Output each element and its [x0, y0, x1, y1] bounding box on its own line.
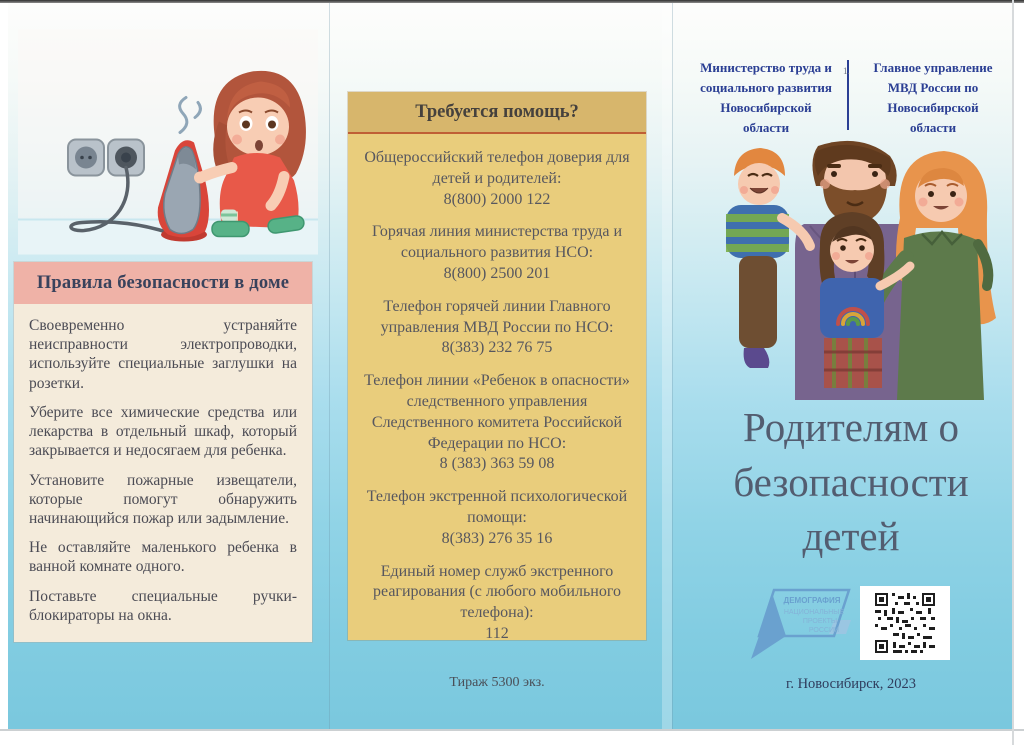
- home-safety-rules-box: [14, 262, 312, 642]
- hotline-phone: 8(383) 232 76 75: [441, 339, 553, 357]
- hotline-label: Телефон линии «Ребенок в опасности» следственного управления Следственного комитета Российской Федерации по НСО:: [364, 372, 630, 452]
- hotline-label: Телефон горячей линии Главного управления МВД России по НСО:: [380, 297, 614, 336]
- child-iron-illustration: [18, 28, 318, 256]
- brochure-title: [690, 400, 1012, 564]
- help-box-body: [348, 134, 646, 645]
- help-box-title: Требуется помощь?: [415, 101, 579, 122]
- help-box-header: [348, 92, 646, 134]
- rules-box-body: [14, 304, 312, 625]
- qr-code: [860, 586, 950, 660]
- title-line: безопасности: [733, 458, 969, 505]
- family-illustration: [692, 126, 1010, 400]
- hotline-item: [364, 487, 630, 549]
- hotline-phone: 112: [485, 624, 509, 642]
- hotline-label: Горячая линия министерства труда и социального развития НСО:: [371, 223, 623, 262]
- logo-text: ПРОЕКТЫ: [802, 618, 838, 625]
- hotline-item: [364, 297, 630, 359]
- header-line: социального развития: [700, 80, 832, 96]
- hotline-phone: 8(800) 2000 122: [443, 190, 551, 208]
- header-line: Главное управление: [873, 60, 993, 75]
- header-line: МВД России по: [887, 80, 979, 96]
- print-run-note: Тираж 5300 экз.: [449, 675, 545, 690]
- header-line: Министерство труда и: [700, 60, 832, 75]
- city-year-footer: г. Новосибирск, 2023: [786, 676, 916, 692]
- scan-artifact-text: 1.: [843, 66, 850, 76]
- hotline-item: [364, 222, 630, 284]
- hotline-phone: 8(383) 276 35 16: [441, 529, 553, 547]
- hotline-label: Общероссийский телефон доверия для детей и родителей:: [364, 149, 630, 187]
- hotline-item: [364, 371, 630, 475]
- scanner-edge-top: [0, 0, 1024, 3]
- fold-line-left: [329, 3, 330, 729]
- header-line: Новосибирской: [720, 100, 812, 116]
- hotline-phone: 8 (383) 363 59 08: [439, 455, 555, 473]
- title-line: Родителям о: [742, 404, 960, 450]
- national-projects-logo: [746, 580, 856, 664]
- hotline-label: Единый номер служб экстренного реагирования (с любого мобильного телефона):: [373, 562, 621, 622]
- rule-paragraph: Уберите все химические средства или лекарства в отдельный шкаф, который закрывается и недосягаем для ребенка.: [29, 403, 297, 460]
- scanner-edge-bottom: [0, 729, 1024, 731]
- rule-paragraph: Поставьте специальные ручки-блокираторы на окна.: [29, 587, 297, 624]
- header-line: Новосибирской: [887, 100, 979, 116]
- rules-box-header: [14, 262, 312, 304]
- rules-box-title: Правила безопасности в доме: [36, 272, 290, 293]
- logo-text: ДЕМОГРАФИЯ: [783, 596, 841, 605]
- logo-text: НАЦИОНАЛЬНЫЕ: [783, 609, 845, 616]
- rule-paragraph: Своевременно устраняйте неисправности электропроводки, используйте специальные заглушки на розетки.: [29, 317, 297, 392]
- hotline-label: Телефон экстренной психологической помощи:: [366, 488, 628, 526]
- hotline-item: [364, 148, 630, 210]
- fold-highlight: [662, 3, 672, 729]
- hotline-item: [364, 562, 630, 645]
- hotline-phone: 8(800) 2500 201: [443, 264, 551, 282]
- rule-paragraph: Установите пожарные извещатели, которые помогут обнаружить начинающийся пожар или задымление.: [29, 471, 297, 527]
- title-line: детей: [802, 513, 900, 560]
- help-phone-numbers-box: [348, 92, 646, 640]
- rule-paragraph: Не оставляйте маленького ребенка в ванной комнате одного.: [29, 539, 297, 576]
- scanner-edge-right: [1012, 0, 1014, 745]
- header-line: области: [742, 120, 790, 136]
- logo-text: РОССИИ: [808, 627, 840, 634]
- header-line: области: [909, 120, 957, 136]
- fold-line-right: [672, 3, 673, 729]
